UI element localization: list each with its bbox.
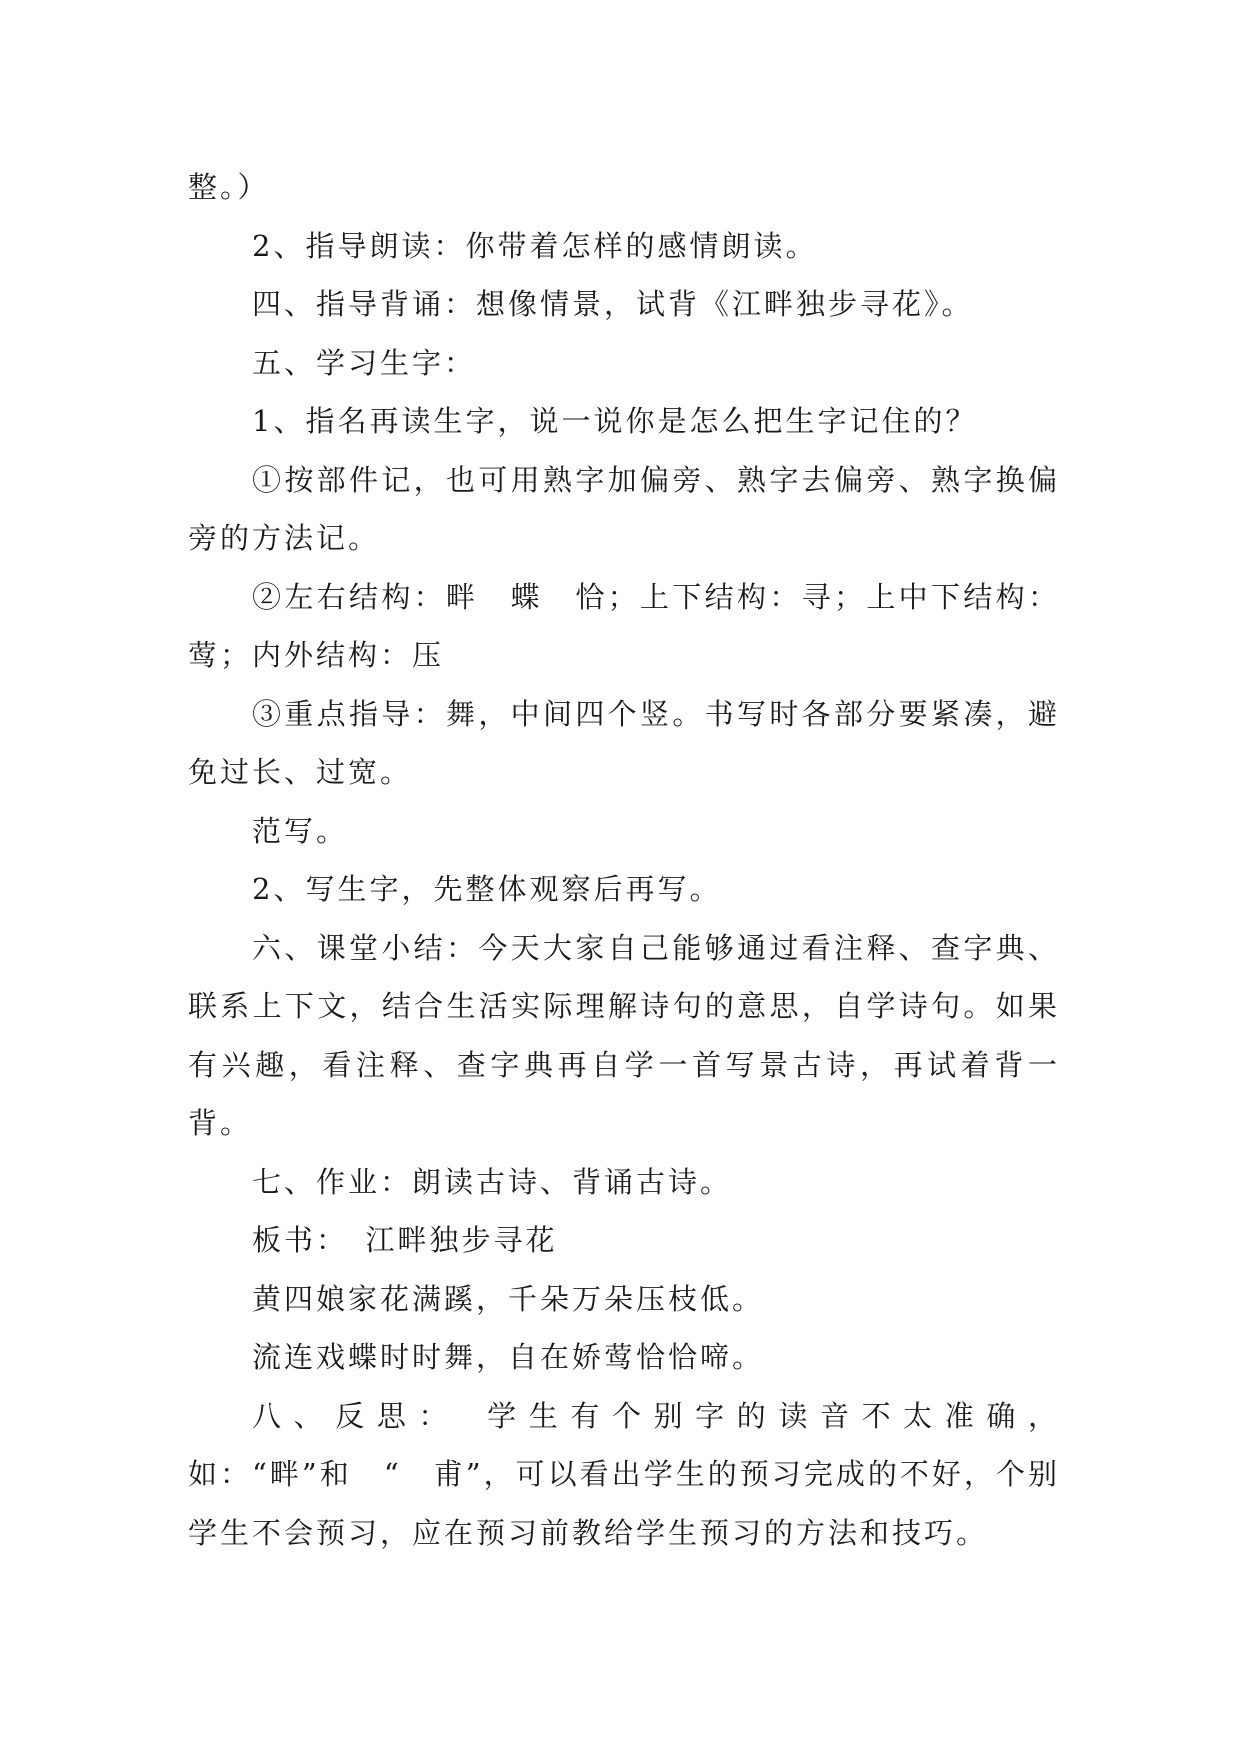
paragraph: 八、反思： 学生有个别字的读音不太准确，如：“畔”和 “ 甫”，可以看出学生的预习完成的不好，个别学生不会预习，应在预习前教给学生预习的方法和技巧。: [188, 1398, 1060, 1550]
paragraph: 六、课堂小结：今天大家自己能够通过看注释、查字典、联系上下文，结合生活实际理解诗句的意思，自学诗句。如果有兴趣，看注释、查字典再自学一首写景古诗，再试着背一背。: [188, 930, 1060, 1140]
paragraph: 范写。: [252, 813, 349, 848]
paragraph: 整。）: [188, 170, 270, 204]
paragraph: 2、指导朗读：你带着怎样的感情朗读。: [252, 228, 818, 263]
paragraph: ②左右结构：畔 蝶 恰；上下结构：寻；上中下结构：莺；内外结构：压: [188, 579, 1060, 672]
paragraph: ①按部件记，也可用熟字加偏旁、熟字去偏旁、熟字换偏旁的方法记。: [188, 462, 1060, 555]
paragraph: 四、指导背诵：想像情景，试背《江畔独步寻花》。: [252, 287, 974, 321]
paragraph: 2、写生字，先整体观察后再写。: [252, 872, 722, 906]
paragraph: 七、作业：朗读古诗、背诵古诗。: [252, 1164, 733, 1199]
poem-line: 流连戏蝶时时舞，自在娇莺恰恰啼。: [252, 1340, 765, 1374]
paragraph: 1、指名再读生字，说一说你是怎么把生字记住的？: [252, 404, 978, 438]
paragraph: ③重点指导：舞，中间四个竖。书写时各部分要紧凑，避免过长、过宽。: [188, 696, 1060, 789]
blackboard-title: 板书： 江畔独步寻花: [252, 1223, 558, 1257]
poem-line: 黄四娘家花满蹊，千朵万朵压枝低。: [252, 1281, 765, 1316]
section-heading: 五、学习生字：: [252, 345, 477, 380]
document-body: [188, 158, 1060, 1562]
